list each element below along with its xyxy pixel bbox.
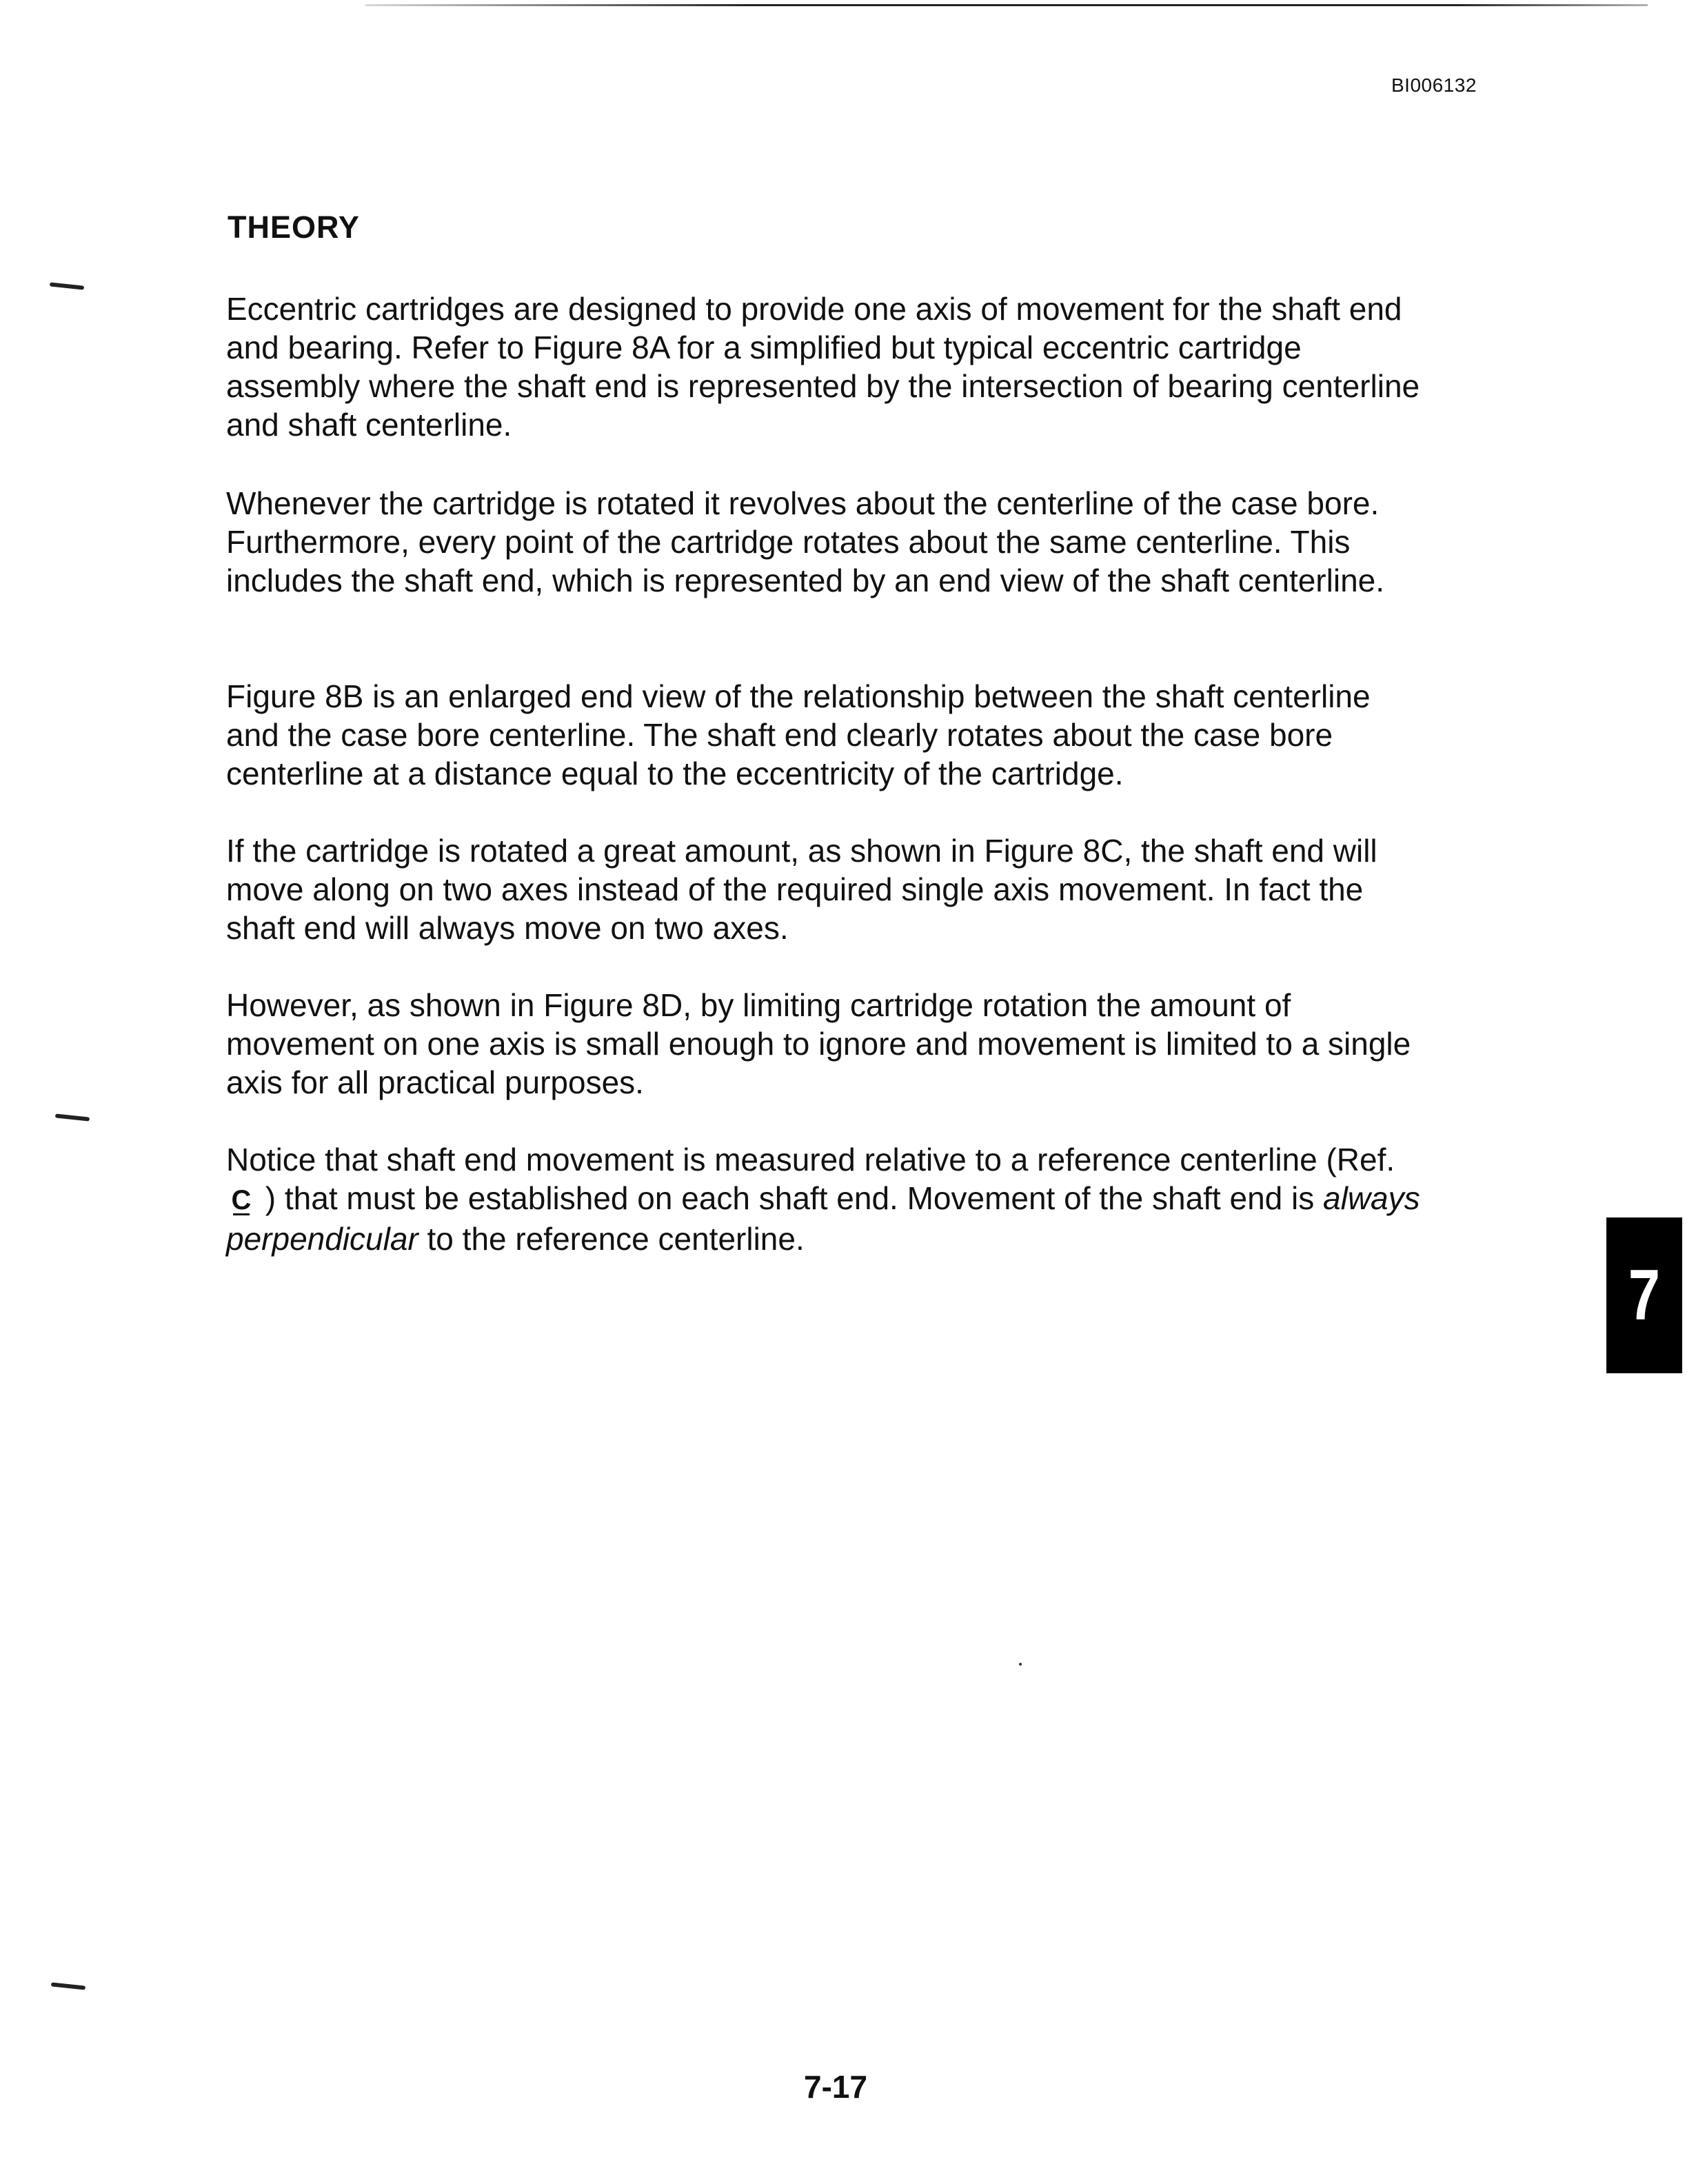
document-id: BI006132 xyxy=(1391,74,1477,96)
paragraph-figure-8d: However, as shown in Figure 8D, by limiting cartridge rotation the amount of movement on one axis is small enough to ignore and movement is limited to a single axis for all practical purposes. xyxy=(226,987,1411,1100)
margin-mark xyxy=(50,282,84,290)
section-heading: THEORY xyxy=(228,210,360,245)
section-tab-label: 7 xyxy=(1628,1255,1661,1335)
paragraph-figure-8b: Figure 8B is an enlarged end view of the relationship between the shaft centerline and the case bore centerline. The shaft end clearly rotates about the case bore centerline at a distance equal to the eccentricity of the cartridge. xyxy=(226,678,1371,791)
paragraph-figure-8c: If the cartridge is rotated a great amount, as shown in Figure 8C, the shaft end will move along on two axes instead of the required single axis movement. In fact the shaft end will always move on two axes. xyxy=(226,833,1377,946)
section-tab-7 xyxy=(1606,1217,1682,1373)
emphasis-always-perpendicular: always perpendicular xyxy=(226,1180,1420,1257)
paragraph-cartridge-rotation: Whenever the cartridge is rotated it revolves about the centerline of the case bore. Furthermore, every point of the cartridge rotates about the same centerline. This includes the shaft end, which is represented by an end view of the shaft centerline. xyxy=(226,485,1385,598)
reference-text-part2: ) that must be established on each shaft end. Movement of the shaft end is xyxy=(265,1180,1315,1216)
paragraph-eccentric-cartridges: Eccentric cartridges are designed to provide one axis of movement for the shaft end and bearing. Refer to Figure 8A for a simplified but typical eccentric cartridge assembly where the shaft end is represented by the intersection of bearing centerline and shaft centerline. xyxy=(226,291,1420,443)
scan-speck xyxy=(1019,1663,1022,1666)
reference-text-part1: Notice that shaft end movement is measured relative to a reference centerline (Ref. xyxy=(226,1142,1395,1177)
centerline-symbol-icon: C xyxy=(226,1181,256,1220)
top-border-rule xyxy=(365,4,1648,6)
paragraph-reference-centerline xyxy=(226,1140,1426,1258)
reference-text-part3: to the reference centerline. xyxy=(427,1221,805,1257)
margin-mark xyxy=(51,1982,85,1990)
page-number: 7-17 xyxy=(804,2069,868,2105)
margin-mark xyxy=(55,1113,90,1121)
